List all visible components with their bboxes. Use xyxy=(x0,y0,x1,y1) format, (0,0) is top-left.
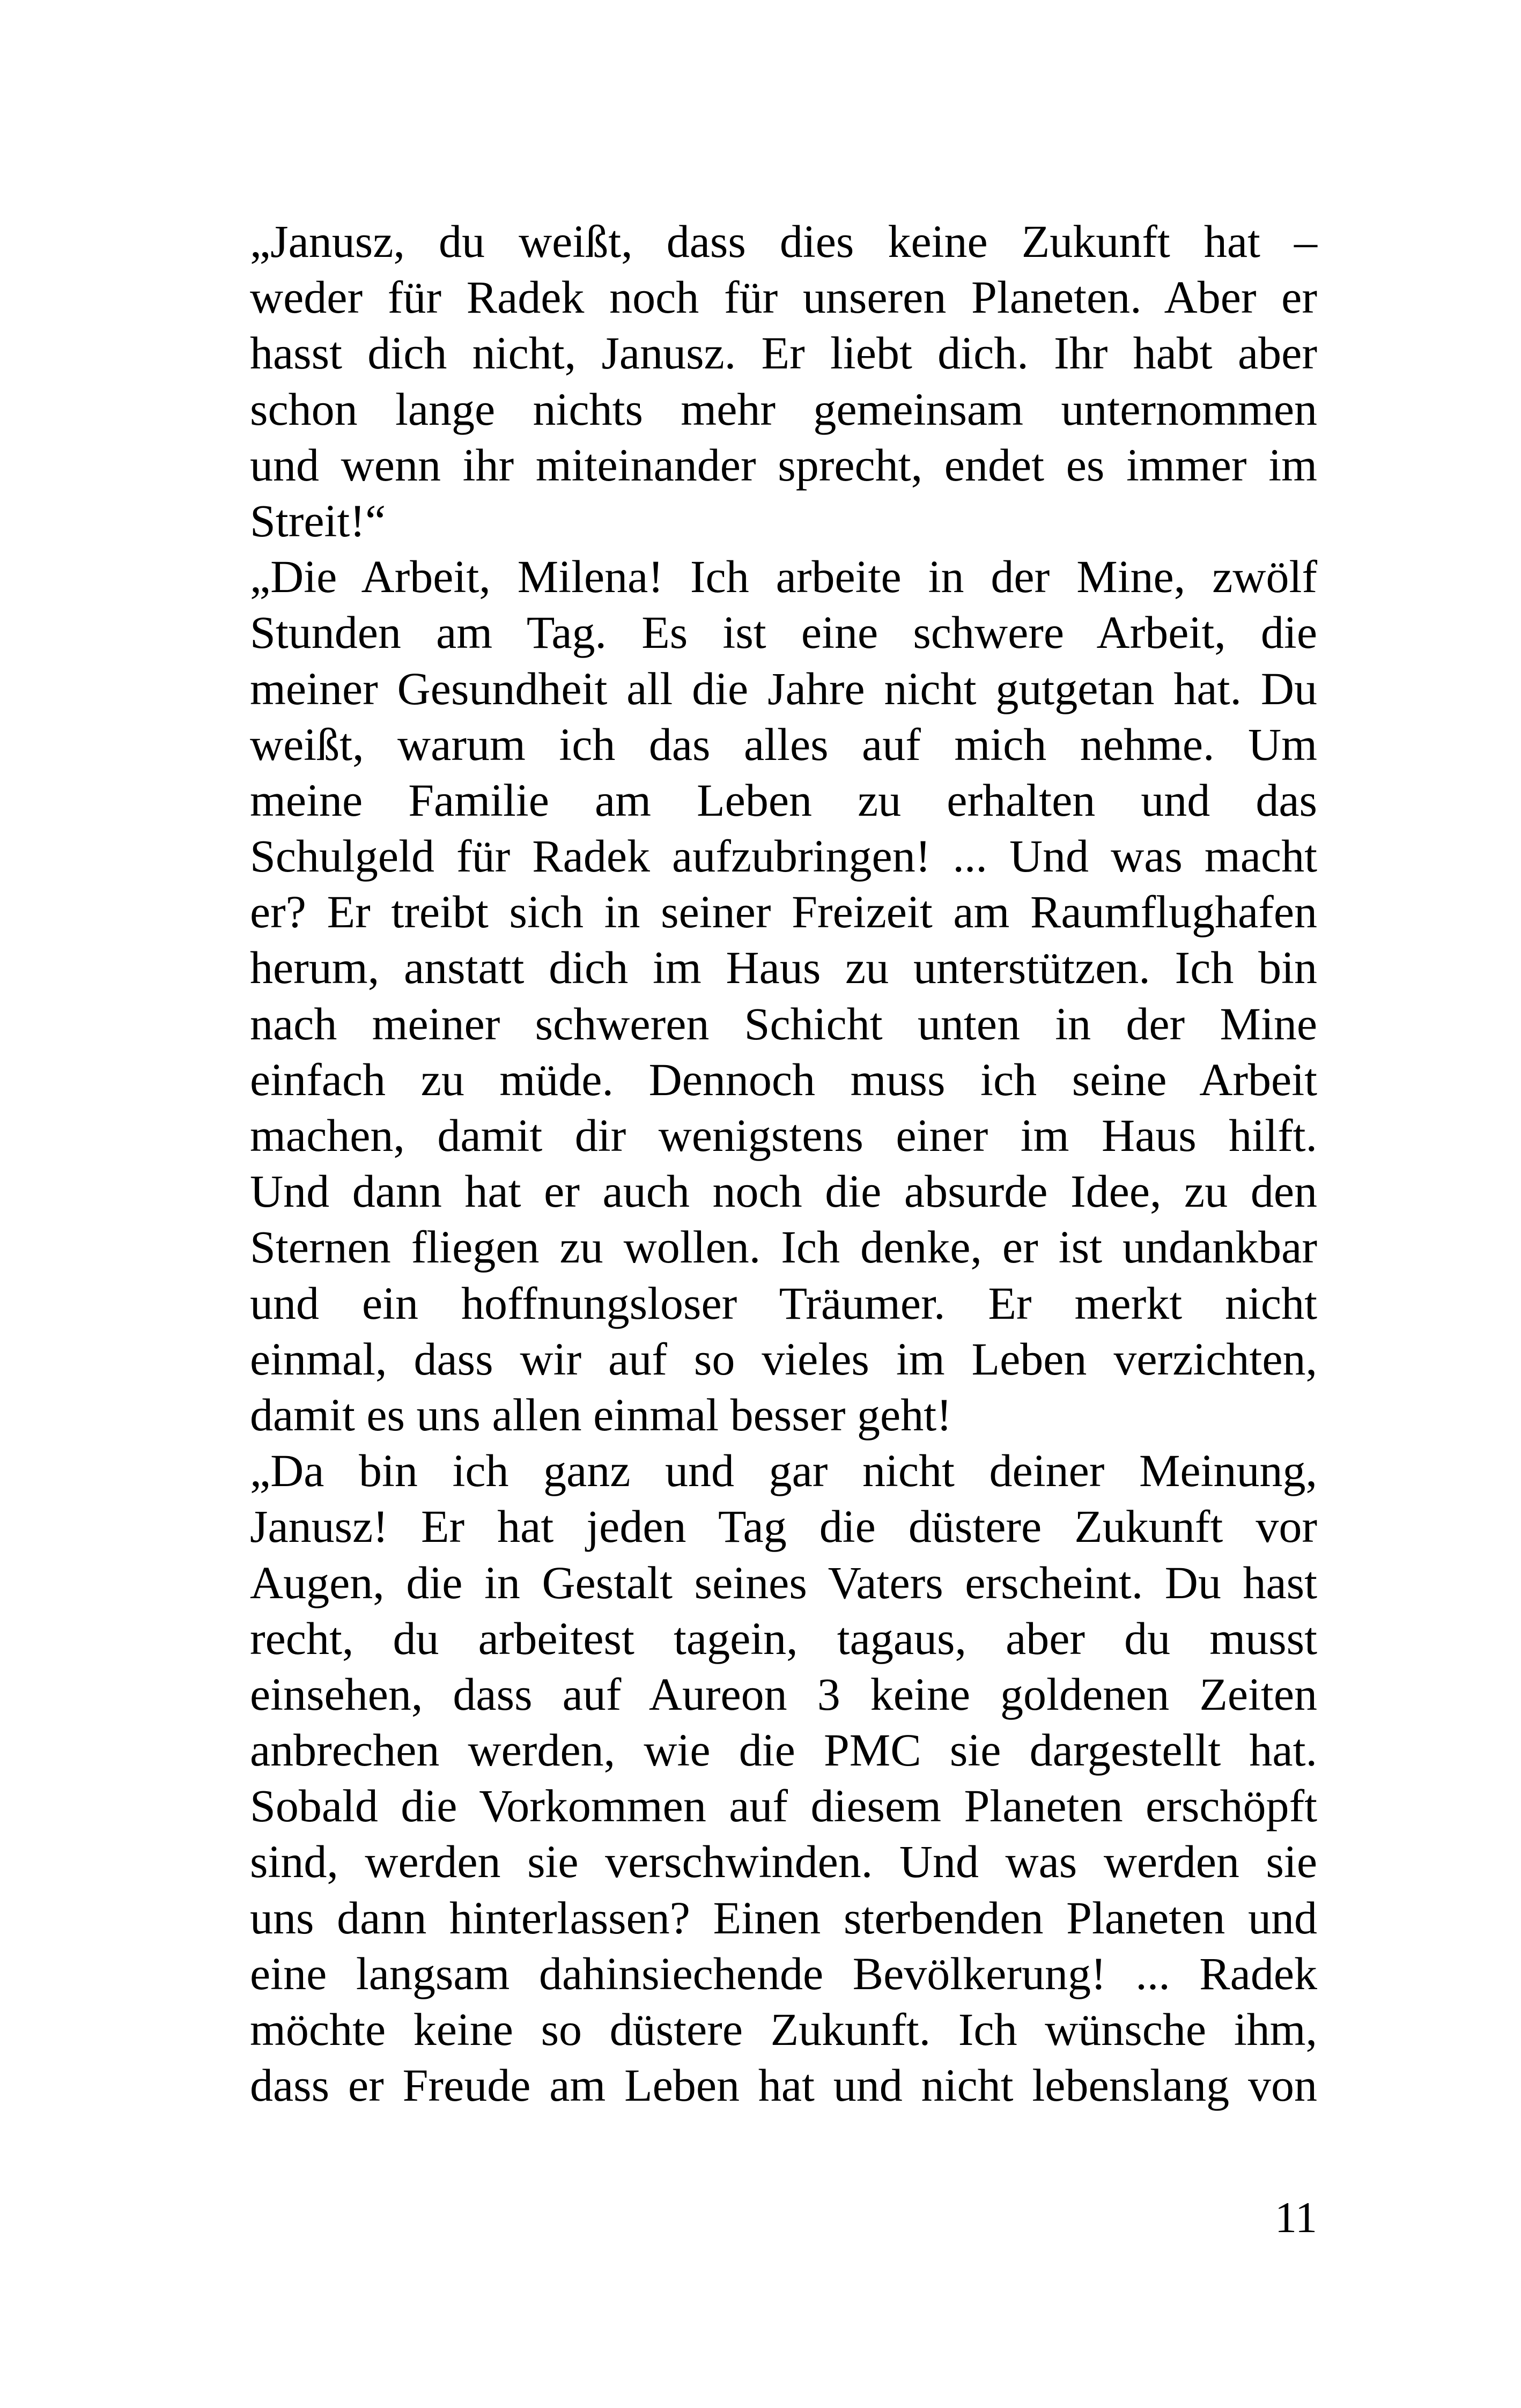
text-line: Augen, die in Gestalt seines Vaters erscheint. Du hast xyxy=(250,1556,1317,1608)
text-line: schon lange nichts mehr gemeinsam unternommen xyxy=(250,383,1317,435)
text-line: machen, damit dir wenigstens einer im Haus hilft. xyxy=(250,1110,1317,1161)
page-number: 11 xyxy=(1275,2193,1317,2242)
text-line: Stunden am Tag. Es ist eine schwere Arbeit, die xyxy=(250,607,1317,659)
text-line: einfach zu müde. Dennoch muss ich seine Arbeit xyxy=(250,1053,1317,1105)
text-line: „Janusz, du weißt, dass dies keine Zukunft hat – xyxy=(250,216,1317,267)
text-line: uns dann hinterlassen? Einen sterbenden Planeten und xyxy=(250,1892,1317,1944)
text-line: und ein hoffnungsloser Träumer. Er merkt nicht xyxy=(250,1277,1317,1329)
text-line: einmal, dass wir auf so vieles im Leben verzichten, xyxy=(250,1333,1317,1385)
text-line: „Da bin ich ganz und gar nicht deiner Meinung, xyxy=(250,1445,1317,1497)
text-line: eine langsam dahinsiechende Bevölkerung! ... Radek xyxy=(250,1947,1317,1999)
text-line: herum, anstatt dich im Haus zu unterstützen. Ich bin xyxy=(250,942,1317,994)
text-line: meine Familie am Leben zu erhalten und das xyxy=(250,774,1317,826)
text-line: einsehen, dass auf Aureon 3 keine goldenen Zeiten xyxy=(250,1668,1317,1720)
text-line: recht, du arbeitest tagein, tagaus, aber du musst xyxy=(250,1612,1317,1664)
text-line: Und dann hat er auch noch die absurde Idee, zu den xyxy=(250,1165,1317,1217)
text-line: nach meiner schweren Schicht unten in der Mine xyxy=(250,998,1317,1050)
text-line: anbrechen werden, wie die PMC sie dargestellt hat. xyxy=(250,1724,1317,1776)
text-line: Janusz! Er hat jeden Tag die düstere Zukunft vor xyxy=(250,1501,1317,1553)
text-line: er? Er treibt sich in seiner Freizeit am Raumflughafen xyxy=(250,886,1317,938)
text-line: Streit!“ xyxy=(250,494,386,546)
text-line: möchte keine so düstere Zukunft. Ich wünsche ihm, xyxy=(250,2004,1317,2055)
text-line: weißt, warum ich das alles auf mich nehme. Um xyxy=(250,718,1317,770)
text-line: Schulgeld für Radek aufzubringen! ... Und was macht xyxy=(250,830,1317,882)
text-line: weder für Radek noch für unseren Planeten. Aber er xyxy=(250,271,1317,323)
text-line: „Die Arbeit, Milena! Ich arbeite in der Mine, zwölf xyxy=(250,551,1317,603)
text-line: Sternen fliegen zu wollen. Ich denke, er ist undankbar xyxy=(250,1221,1317,1273)
text-line: damit es uns allen einmal besser geht! xyxy=(250,1388,952,1441)
text-line: Sobald die Vorkommen auf diesem Planeten erschöpft xyxy=(250,1780,1317,1832)
text-line: und wenn ihr miteinander sprecht, endet es immer im xyxy=(250,439,1317,491)
text-line: hasst dich nicht, Janusz. Er liebt dich. Ihr habt aber xyxy=(250,327,1317,379)
body-text xyxy=(250,213,1317,2113)
text-line: meiner Gesundheit all die Jahre nicht gutgetan hat. Du xyxy=(250,662,1317,714)
text-line: dass er Freude am Leben hat und nicht lebenslang von xyxy=(250,2059,1317,2111)
text-line: sind, werden sie verschwinden. Und was werden sie xyxy=(250,1836,1317,1888)
